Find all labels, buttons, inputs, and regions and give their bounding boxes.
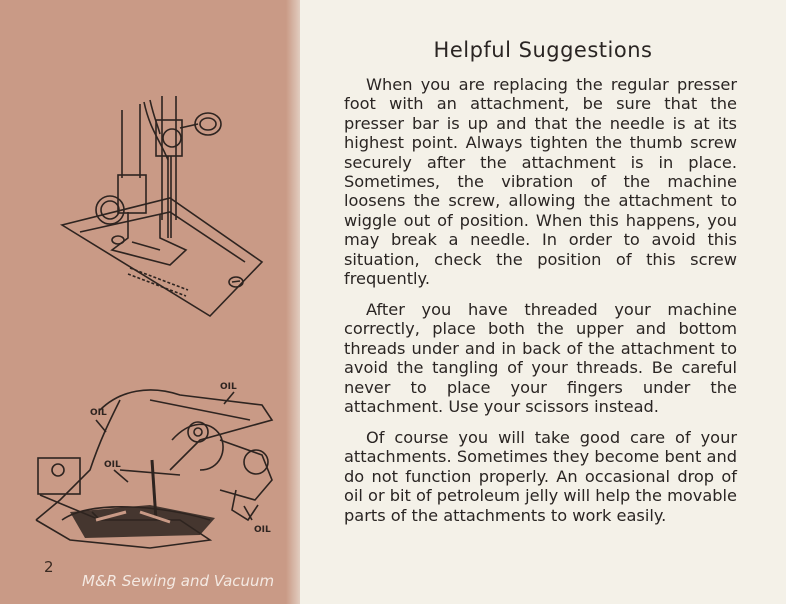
oil-label-1: OIL (220, 382, 237, 392)
illustration-panel (0, 0, 300, 604)
paragraph-presser-foot: When you are replacing the regular presser foot with an attachment, be sure that the presser bar is up and that the needle is at its highest point. Always tighten the thumb screw securely after the attachment is in place. Sometimes, the vibration of the machine loosens the screw, allowing the attachment to wiggle out of position. When this happens, you may break a needle. In order to avoid this situation, check the position of this screw frequently. (344, 75, 737, 289)
paragraph-threads: After you have threaded your machine correctly, place both the upper and bottom threads under and in back of the attachment to avoid the tangling of your threads. Be careful never to place your fingers under the attachment. Use your scissors instead. (344, 300, 737, 417)
page-number: 2 (44, 558, 54, 576)
page-title: Helpful Suggestions (433, 38, 653, 62)
attachment-base-shading (70, 505, 215, 538)
presser-foot-drawing (62, 96, 262, 316)
oil-label-3: OIL (104, 460, 121, 470)
watermark-text: M&R Sewing and Vacuum (82, 572, 275, 590)
paragraph-care: Of course you will take good care of your attachments. Sometimes they become bent and do not function properly. An occasional drop of oil or bit of petroleum jelly will help the movable parts of the attachments to work easily. (344, 428, 737, 525)
oil-label-2: OIL (90, 408, 107, 418)
oil-label-4: OIL (254, 525, 271, 535)
sewing-machine-illustration (0, 0, 300, 604)
